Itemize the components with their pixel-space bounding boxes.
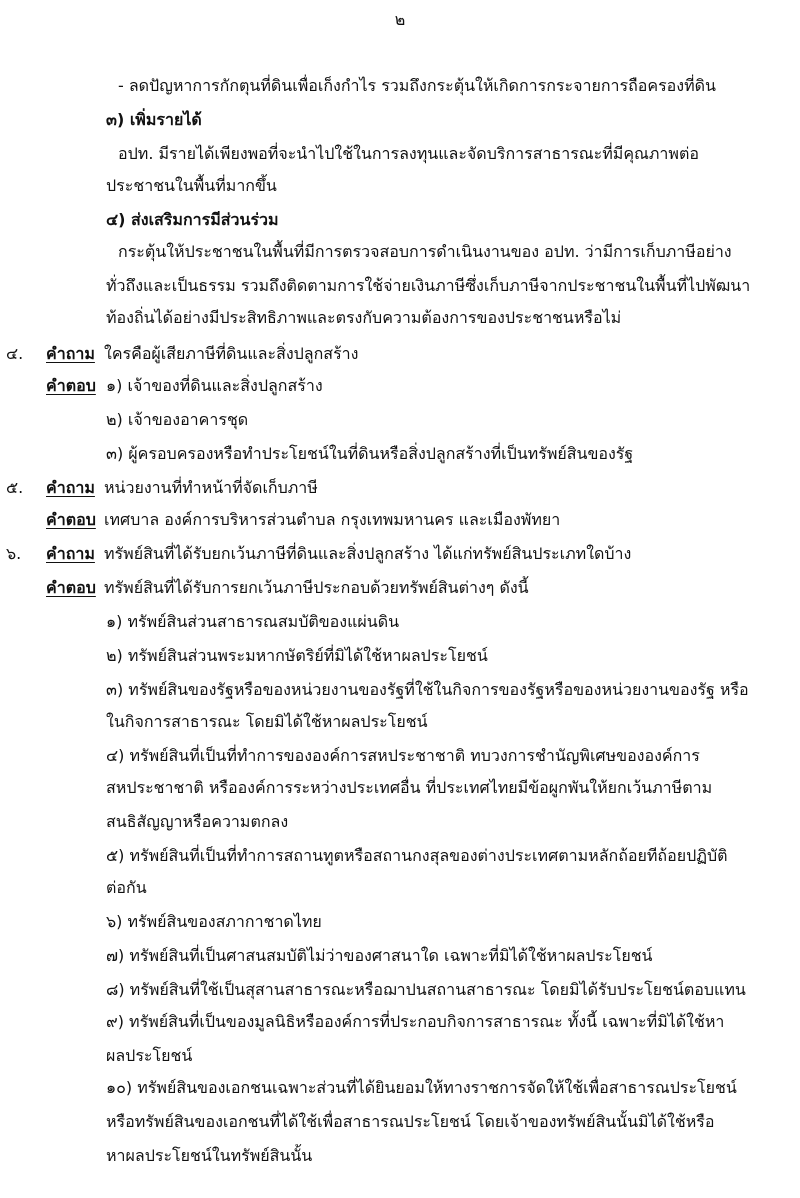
- q5-question: หน่วยงานที่ทำหน้าที่จัดเก็บภาษี: [104, 478, 318, 497]
- q6-item: สหประชาชาติ หรือองค์การระหว่างประเทศอื่น ที่ประเทศไทยมีข้อผูกพันให้ยกเว้นภาษีตาม: [106, 778, 713, 797]
- section4-line: ท้องถิ่นได้อย่างมีประสิทธิภาพและตรงกับความต้องการของประชาชนหรือไม่: [106, 308, 622, 327]
- q6-item: ๙) ทรัพย์สินที่เป็นของมูลนิธิหรือองค์การที่ประกอบกิจการสาธารณะ ทั้งนี้ เฉพาะที่มิได้ใช้หา: [106, 1012, 725, 1031]
- q6-answer-label: คำตอบ: [46, 578, 96, 597]
- q6-number: ๖.: [6, 544, 22, 563]
- q6-item: ๘) ทรัพย์สินที่ใช้เป็นสุสานสาธารณะหรือฌาปนสถานสาธารณะ โดยมิได้รับประโยชน์ตอบแทน: [106, 980, 746, 999]
- q6-item: หาผลประโยชน์ในทรัพย์สินนั้น: [106, 1146, 313, 1165]
- q6-question: ทรัพย์สินที่ได้รับยกเว้นภาษีที่ดินและสิ่งปลูกสร้าง ได้แก่ทรัพย์สินประเภทใดบ้าง: [104, 544, 632, 563]
- section4-line: กระตุ้นให้ประชาชนในพื้นที่มีการตรวจสอบการดำเนินงานของ อปท. ว่ามีการเก็บภาษีอย่าง: [118, 242, 732, 261]
- q4-answer: ๓) ผู้ครอบครองหรือทำประโยชน์ในที่ดินหรือสิ่งปลูกสร้างที่เป็นทรัพย์สินของรัฐ: [106, 444, 634, 463]
- q4-answer: ๒) เจ้าของอาคารชุด: [106, 410, 249, 429]
- section4-line: ทั่วถึงและเป็นธรรม รวมถึงติดตามการใช้จ่ายเงินภาษีซึ่งเก็บภาษีจากประชาชนในพื้นที่ไปพัฒนา: [106, 276, 751, 295]
- q5-answer-label: คำตอบ: [46, 510, 96, 529]
- q5-question-label: คำถาม: [46, 478, 95, 497]
- q6-item: ๔) ทรัพย์สินที่เป็นที่ทำการขององค์การสหประชาชาติ ทบวงการชำนัญพิเศษขององค์การ: [106, 746, 700, 765]
- q6-item: หรือทรัพย์สินของเอกชนที่ได้ใช้เพื่อสาธารณประโยชน์ โดยเจ้าของทรัพย์สินนั้นมิได้ใช้หรือ: [106, 1112, 715, 1131]
- section3-line: อปท. มีรายได้เพียงพอที่จะนำไปใช้ในการลงทุนและจัดบริการสาธารณะที่มีคุณภาพต่อ: [118, 144, 699, 163]
- q4-number: ๔.: [6, 344, 24, 363]
- section3-line: ประชาชนในพื้นที่มากขึ้น: [106, 176, 277, 195]
- q4-answer-label: คำตอบ: [46, 376, 96, 395]
- q5-number: ๕.: [6, 478, 24, 497]
- q6-item: ๑) ทรัพย์สินส่วนสาธารณสมบัติของแผ่นดิน: [106, 612, 400, 631]
- q5-answer: เทศบาล องค์การบริหารส่วนตำบล กรุงเทพมหานคร และเมืองพัทยา: [104, 510, 561, 529]
- q6-item: ต่อกัน: [106, 878, 147, 897]
- section3-heading: ๓) เพิ่มรายได้: [106, 110, 202, 129]
- section4-heading: ๔) ส่งเสริมการมีส่วนร่วม: [106, 210, 279, 229]
- intro-bullet: - ลดปัญหาการกักตุนที่ดินเพื่อเก็งกำไร รวมถึงกระตุ้นให้เกิดการกระจายการถือครองที่ดิน: [118, 76, 716, 95]
- q4-question: ใครคือผู้เสียภาษีที่ดินและสิ่งปลูกสร้าง: [104, 344, 359, 363]
- q6-answer: ทรัพย์สินที่ได้รับการยกเว้นภาษีประกอบด้วยทรัพย์สินต่างๆ ดังนี้: [104, 578, 529, 597]
- q4-question-label: คำถาม: [46, 344, 95, 363]
- q6-item: ๒) ทรัพย์สินส่วนพระมหากษัตริย์ที่มิได้ใช้หาผลประโยชน์: [106, 646, 488, 665]
- q6-item: ๖) ทรัพย์สินของสภากาชาดไทย: [106, 912, 322, 931]
- q6-item: ผลประโยชน์: [106, 1046, 193, 1065]
- q6-item: ๗) ทรัพย์สินที่เป็นศาสนสมบัติไม่ว่าของศาสนาใด เฉพาะที่มิได้ใช้หาผลประโยชน์: [106, 946, 653, 965]
- q6-item: ในกิจการสาธารณะ โดยมิได้ใช้หาผลประโยชน์: [106, 712, 428, 731]
- q6-item: ๕) ทรัพย์สินที่เป็นที่ทำการสถานทูตหรือสถานกงสุลของต่างประเทศตามหลักถ้อยทีถ้อยปฏิบัติ: [106, 846, 728, 865]
- page-number: ๒: [394, 10, 406, 29]
- q6-item: ๑๐) ทรัพย์สินของเอกชนเฉพาะส่วนที่ได้ยินยอมให้ทางราชการจัดให้ใช้เพื่อสาธารณประโยชน์: [106, 1078, 737, 1097]
- q4-answer: ๑) เจ้าของที่ดินและสิ่งปลูกสร้าง: [106, 376, 323, 395]
- q6-item: สนธิสัญญาหรือความตกลง: [106, 812, 289, 831]
- q6-question-label: คำถาม: [46, 544, 95, 563]
- q6-item: ๓) ทรัพย์สินของรัฐหรือของหน่วยงานของรัฐที่ใช้ในกิจการของรัฐหรือของหน่วยงานของรัฐ หรือ: [106, 680, 749, 699]
